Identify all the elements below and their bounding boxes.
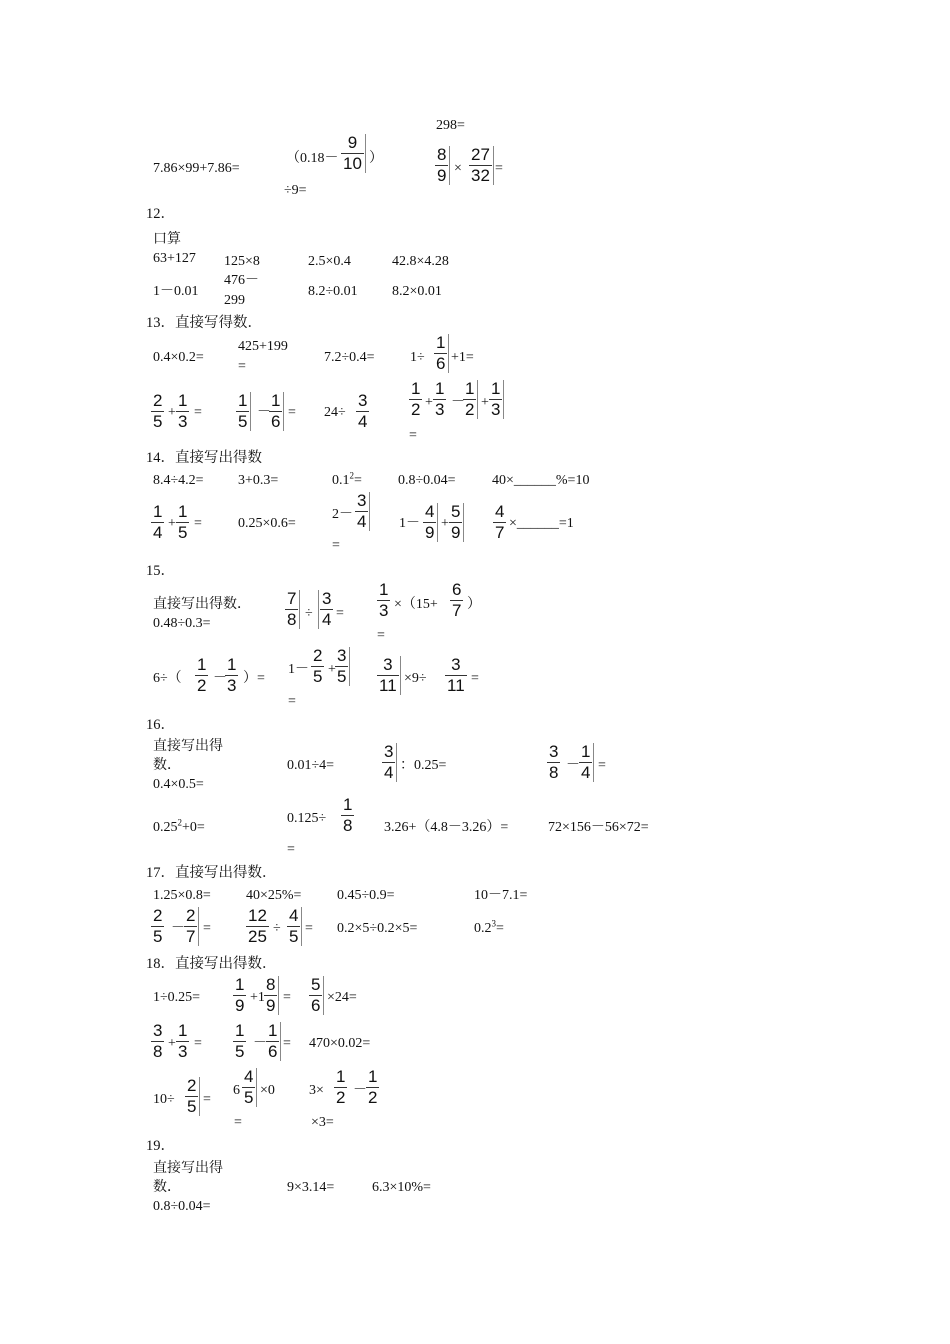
expr-text: ÷	[273, 921, 281, 936]
numerator: 1	[153, 502, 163, 521]
expr-text: =	[194, 516, 202, 531]
expr-text: =	[305, 921, 313, 936]
expr-text: 10÷	[153, 1092, 175, 1107]
numerator: 2	[186, 906, 196, 925]
expr-text: =	[203, 1092, 211, 1107]
expr-text: 0.01÷4=	[287, 758, 335, 773]
fraction	[287, 907, 302, 946]
fraction	[151, 503, 164, 542]
numerator: 1	[235, 975, 245, 994]
numerator: 1	[268, 1021, 278, 1040]
numerator: 1	[379, 580, 389, 599]
numerator: 1	[178, 1021, 188, 1040]
numerator: 1	[343, 795, 353, 814]
expr-text: 0.25×0.6=	[238, 516, 296, 531]
fraction	[409, 380, 422, 419]
expr-text: 63+127	[153, 251, 196, 266]
expr-text: 8.2×0.01	[392, 284, 442, 299]
expr-text: 40×______%=10	[492, 473, 590, 488]
base: 0.2	[474, 921, 492, 936]
numerator: 2	[153, 906, 163, 925]
exponent: 2	[177, 817, 182, 828]
numerator: 1	[435, 379, 445, 398]
expr-text: －	[253, 1036, 267, 1051]
numerator: 7	[287, 589, 297, 608]
expr-text: =	[377, 628, 385, 643]
denominator: 4	[581, 763, 591, 782]
expr-text: 6	[233, 1083, 240, 1098]
expr-text: 2－	[332, 507, 353, 522]
numerator: 3	[549, 742, 559, 761]
expr-text: =	[598, 758, 606, 773]
expr-text: 3×	[309, 1083, 324, 1098]
expr-text: =	[234, 1115, 242, 1130]
expr-text: （0.18－	[286, 151, 339, 166]
fraction	[434, 334, 449, 373]
expr-text: ）	[467, 597, 481, 612]
numerator: 3	[383, 655, 393, 674]
denominator: 5	[238, 412, 248, 431]
expr-text: +	[481, 395, 489, 410]
expr-text: 6÷（	[153, 671, 182, 686]
denominator: 8	[343, 816, 353, 835]
denominator: 9	[425, 523, 435, 542]
expr-text	[153, 817, 205, 836]
numerator: 12	[248, 906, 267, 925]
question-title: 17．直接写出得数．	[146, 865, 277, 881]
expr-text: 1－0.01	[153, 284, 199, 299]
numerator: 1	[271, 391, 281, 410]
question-title: 14．直接写出得数	[146, 450, 262, 466]
expr-text: 1÷0.25=	[153, 990, 201, 1005]
expr-text: 42.8×4.28	[392, 254, 449, 269]
denominator: 8	[287, 610, 297, 629]
fraction	[266, 1022, 281, 1061]
expr-text: 0.4×0.5=	[153, 777, 204, 792]
denominator: 2	[336, 1088, 346, 1107]
fraction	[445, 656, 467, 695]
denominator: 2	[411, 400, 421, 419]
expr-text: =	[283, 1036, 291, 1051]
expr-text: 2.5×0.4	[308, 254, 351, 269]
denominator: 2	[368, 1088, 378, 1107]
denominator: 4	[357, 512, 367, 531]
denominator: 4	[153, 523, 163, 542]
denominator: 6	[271, 412, 281, 431]
expr-text	[474, 918, 504, 937]
fraction	[242, 1068, 257, 1107]
expr-text: ）	[369, 151, 383, 166]
expr-text: ÷	[305, 606, 313, 621]
fraction	[236, 392, 251, 431]
expr-text: ÷9=	[284, 183, 307, 198]
expr-text: 0.8÷0.04=	[398, 473, 456, 488]
numerator: 3	[337, 646, 347, 665]
denominator: 5	[289, 927, 299, 946]
numerator: 1	[465, 379, 475, 398]
denominator: 2	[465, 400, 475, 419]
expr-text: 0.8÷0.04=	[153, 1199, 211, 1214]
fraction	[311, 647, 324, 686]
denominator: 6	[268, 1042, 278, 1061]
fraction	[185, 1077, 200, 1116]
expr-text: 口算	[153, 232, 181, 247]
expr-text: 72×156－56×72=	[548, 820, 649, 835]
numerator: 1	[368, 1067, 378, 1086]
numerator: 3	[153, 1021, 163, 1040]
expr-text: ×24=	[327, 990, 357, 1005]
denominator: 6	[436, 354, 446, 373]
denominator: 5	[313, 667, 323, 686]
numerator: 6	[452, 580, 462, 599]
numerator: 2	[187, 1076, 197, 1095]
expr-text: 298=	[436, 118, 465, 133]
denominator: 4	[358, 412, 368, 431]
expr-text: 125×8	[224, 254, 260, 269]
denominator: 9	[235, 996, 245, 1015]
numerator: 27	[471, 145, 490, 164]
expr-text: －	[213, 671, 227, 686]
denominator: 8	[153, 1042, 163, 1061]
expr-text: +1=	[451, 350, 474, 365]
expr-text: =	[288, 405, 296, 420]
expr-text: +	[168, 516, 176, 531]
fraction	[366, 1068, 379, 1107]
expr-text: +	[441, 516, 449, 531]
expr-text: =	[332, 538, 340, 553]
numerator: 5	[451, 502, 461, 521]
numerator: 1	[238, 391, 248, 410]
fraction	[355, 492, 370, 531]
fraction	[285, 590, 300, 629]
fraction	[382, 743, 397, 782]
fraction	[151, 392, 164, 431]
denominator: 9	[451, 523, 461, 542]
fraction	[341, 134, 366, 173]
denominator: 7	[452, 601, 462, 620]
numerator: 4	[425, 502, 435, 521]
fraction	[176, 1022, 189, 1061]
expr-text: 9×3.14=	[287, 1180, 335, 1195]
numerator: 2	[313, 646, 323, 665]
expr-text: 8.4÷4.2=	[153, 473, 204, 488]
exponent: 3	[491, 918, 496, 929]
fraction	[309, 976, 324, 1015]
expr-text: －	[566, 758, 580, 773]
expr-text: ×	[454, 161, 462, 176]
expr-text: ×3=	[311, 1115, 334, 1130]
expr-text: =	[495, 161, 503, 176]
numerator: 1	[411, 379, 421, 398]
expr-text: +	[168, 405, 176, 420]
numerator: 1	[436, 333, 446, 352]
denominator: 7	[186, 927, 196, 946]
expr-text: 0.125÷	[287, 811, 327, 826]
denominator: 5	[337, 667, 347, 686]
expr-text: 476－	[224, 273, 259, 288]
expr-text: 0.45÷0.9=	[337, 888, 395, 903]
numerator: 1	[235, 1021, 245, 1040]
fraction	[356, 392, 369, 431]
expr-text: ×9÷	[404, 671, 427, 686]
expr-text: 0.2×5÷0.2×5=	[337, 921, 418, 936]
expr-text: 直接写出得数．	[153, 597, 251, 612]
equals: =	[496, 921, 504, 936]
denominator: 4	[384, 763, 394, 782]
fraction	[176, 392, 189, 431]
denominator: 3	[379, 601, 389, 620]
exponent: 2	[349, 470, 354, 481]
fraction	[334, 1068, 347, 1107]
expr-text: 40×25%=	[246, 888, 302, 903]
numerator: 8	[437, 145, 447, 164]
denominator: 5	[153, 412, 163, 431]
denominator: 3	[227, 676, 237, 695]
expr-text: 3+0.3=	[238, 473, 279, 488]
fraction	[435, 146, 450, 185]
base: 0.1	[332, 473, 350, 488]
expr-text: 1－	[288, 662, 309, 677]
fraction	[264, 976, 279, 1015]
expr-text: －	[353, 1083, 367, 1098]
numerator: 1	[581, 742, 591, 761]
fraction	[463, 380, 478, 419]
expr-text: =	[287, 842, 295, 857]
fraction	[184, 907, 199, 946]
fraction	[151, 1022, 164, 1061]
fraction	[233, 1022, 246, 1061]
fraction	[450, 581, 463, 620]
expr-text: 直接写出得	[153, 739, 223, 754]
numerator: 8	[266, 975, 276, 994]
denominator: 4	[322, 610, 332, 629]
denominator: 2	[197, 676, 207, 695]
expr-text: 24÷	[324, 405, 346, 420]
expr-text: ：0.25=	[400, 758, 447, 773]
expr-text: +	[425, 395, 433, 410]
expr-text: 1.25×0.8=	[153, 888, 211, 903]
fraction	[489, 380, 504, 419]
denominator: 8	[549, 763, 559, 782]
expr-text: =	[194, 1036, 202, 1051]
expr-text: 1÷	[410, 350, 425, 365]
expr-text: 数．	[153, 1180, 181, 1195]
denominator: 11	[379, 676, 397, 695]
fraction	[195, 656, 208, 695]
numerator: 5	[311, 975, 321, 994]
expr-text: =	[409, 428, 417, 443]
expr-text: 1－	[399, 516, 420, 531]
fraction	[335, 647, 350, 686]
fraction	[246, 907, 269, 946]
expr-text: =	[288, 694, 296, 709]
expr-text: =	[194, 405, 202, 420]
denominator: 6	[311, 996, 321, 1015]
fraction	[377, 656, 401, 695]
expr-text: 425+199	[238, 339, 288, 354]
fraction	[579, 743, 594, 782]
numerator: 1	[178, 502, 188, 521]
denominator: 3	[491, 400, 501, 419]
denominator: 10	[343, 154, 362, 173]
expr-text: =	[336, 606, 344, 621]
expr-text: ×0	[260, 1083, 275, 1098]
expr-text: 0.4×0.2=	[153, 350, 204, 365]
question-number: 16．	[146, 717, 175, 733]
fraction	[233, 976, 246, 1015]
question-number: 19．	[146, 1138, 175, 1154]
numerator: 3	[384, 742, 394, 761]
numerator: 9	[347, 133, 358, 152]
denominator: 25	[248, 927, 267, 946]
fraction	[469, 146, 494, 185]
expr-text: 3.26+（4.8－3.26）=	[384, 820, 509, 835]
denominator: 7	[495, 523, 505, 542]
denominator: 3	[178, 412, 188, 431]
fraction	[318, 590, 333, 629]
base: 0.25	[153, 820, 178, 835]
fraction	[423, 503, 438, 542]
expr-text: 6.3×10%=	[372, 1180, 431, 1195]
expr-text: =	[203, 921, 211, 936]
denominator: 3	[435, 400, 445, 419]
numerator: 3	[357, 491, 367, 510]
numerator: 2	[153, 391, 163, 410]
numerator: 3	[358, 391, 368, 410]
expr-text: =	[471, 671, 479, 686]
expr-text: 0.48÷0.3=	[153, 616, 211, 631]
expr-text: +	[168, 1036, 176, 1051]
numerator: 4	[289, 906, 299, 925]
denominator: 9	[266, 996, 276, 1015]
expr-text: 7.86×99+7.86=	[153, 161, 240, 176]
expr-text: 8.2÷0.01	[308, 284, 358, 299]
question-number: 15．	[146, 563, 175, 579]
fraction	[176, 503, 189, 542]
expr-text: 7.2÷0.4=	[324, 350, 375, 365]
expr-text: =	[238, 359, 246, 374]
expr-text: ）=	[243, 671, 265, 686]
denominator: 3	[178, 1042, 188, 1061]
equals: +0=	[182, 820, 205, 835]
numerator: 1	[197, 655, 207, 674]
expr-text: +1	[250, 990, 265, 1005]
expr-text: ×（15+	[394, 597, 438, 612]
expr-text: 数．	[153, 758, 181, 773]
numerator: 3	[451, 655, 461, 674]
denominator: 9	[437, 166, 447, 185]
fraction	[547, 743, 560, 782]
numerator: 4	[244, 1067, 254, 1086]
expr-text: 470×0.02=	[309, 1036, 371, 1051]
expr-text: －	[257, 405, 271, 420]
fraction	[269, 392, 284, 431]
expr-text: －	[171, 921, 185, 936]
expr-text: ×______=1	[509, 516, 574, 531]
numerator: 1	[227, 655, 237, 674]
expr-text: 直接写出得	[153, 1161, 223, 1176]
denominator: 5	[153, 927, 163, 946]
numerator: 1	[491, 379, 501, 398]
question-title: 13．直接写得数．	[146, 315, 262, 331]
numerator: 1	[178, 391, 188, 410]
expr-text: 10－7.1=	[474, 888, 528, 903]
fraction	[493, 503, 506, 542]
question-number: 12．	[146, 206, 175, 222]
question-title: 18．直接写出得数．	[146, 956, 277, 972]
denominator: 32	[471, 166, 490, 185]
expr-text: 299	[224, 293, 245, 308]
denominator: 5	[235, 1042, 245, 1061]
expr-text: =	[283, 990, 291, 1005]
numerator: 4	[495, 502, 505, 521]
fraction	[377, 581, 390, 620]
equals: =	[354, 473, 362, 488]
fraction	[449, 503, 464, 542]
expr-text	[332, 470, 362, 489]
expr-text: －	[451, 395, 465, 410]
fraction	[433, 380, 446, 419]
numerator: 1	[336, 1067, 346, 1086]
denominator: 11	[447, 676, 465, 695]
fraction	[225, 656, 238, 695]
numerator: 3	[322, 589, 332, 608]
denominator: 5	[244, 1088, 254, 1107]
denominator: 5	[187, 1097, 197, 1116]
expr-text: +	[328, 662, 336, 677]
fraction	[341, 796, 354, 835]
fraction	[151, 907, 164, 946]
denominator: 5	[178, 523, 188, 542]
